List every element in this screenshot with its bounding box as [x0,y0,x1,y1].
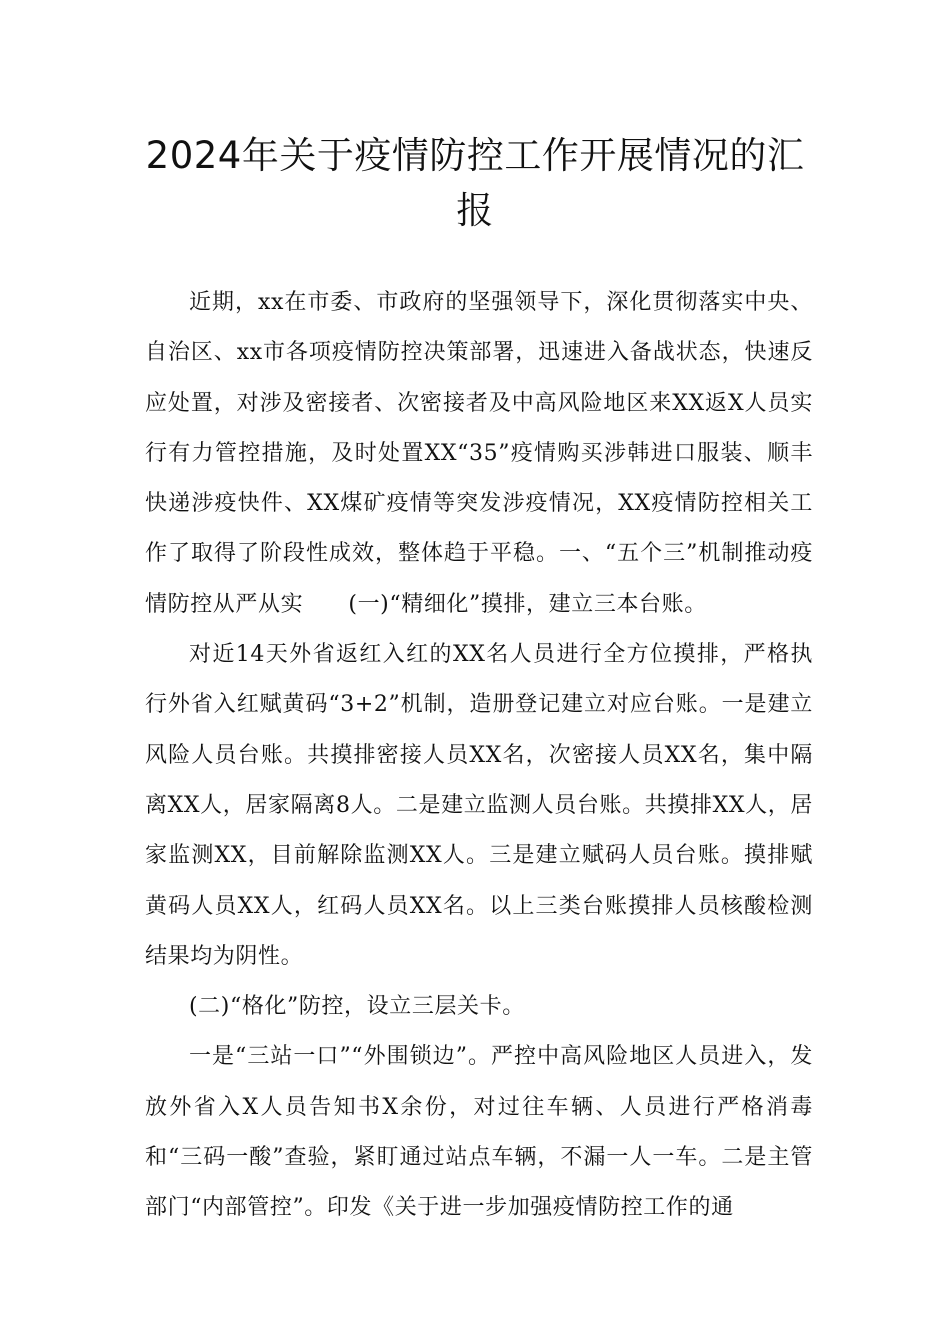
paragraph-3: (二)“格化”防控，设立三层关卡。 [189,994,525,1020]
paragraph-1: 近期，xx在市委、市政府的坚强领导下，深化贯彻落实中央、自治区、xx市各项疫情防控决策部署，迅速进入备战状态，快速反应处置，对涉及密接者、次密接者及中高风险地区来XX返X人员实行有力管控措施，及时处置XX“35”疫情购买涉韩进口服装、顺丰快递涉疫快件、XX煤矿疫情等突发涉疫情况，XX疫情防控相关工作了取得了阶段性成效，整体趋于平稳。一、“五个三”机制推动疫情防控从严从实 (一)“精细化”摸排，建立三本台账。 [145,290,813,617]
paragraph-2: 对近14天外省返红入红的XX名人员进行全方位摸排，严格执行外省入红赋黄码“3+2”机制，造册登记建立对应台账。一是建立风险人员台账。共摸排密接人员XX名，次密接人员XX名，集中隔离XX人，居家隔离8人。二是建立监测人员台账。共摸排XX人，居家监测XX，目前解除监测XX人。三是建立赋码人员台账。摸排赋黄码人员XX人，红码人员XX名。以上三类台账摸排人员核酸检测结果均为阴性。 [145,642,813,969]
document-body [145,278,813,1234]
document-title: 2024年关于疫情防控工作开展情况的汇报 [145,134,805,232]
paragraph-4: 一是“三站一口”“外围锁边”。严控中高风险地区人员进入，发放外省入X人员告知书X余份，对过往车辆、人员进行严格消毒和“三码一酸”查验，紧盯通过站点车辆，不漏一人一车。二是主管部门“内部管控”。印发《关于进一步加强疫情防控工作的通 [145,1044,813,1221]
